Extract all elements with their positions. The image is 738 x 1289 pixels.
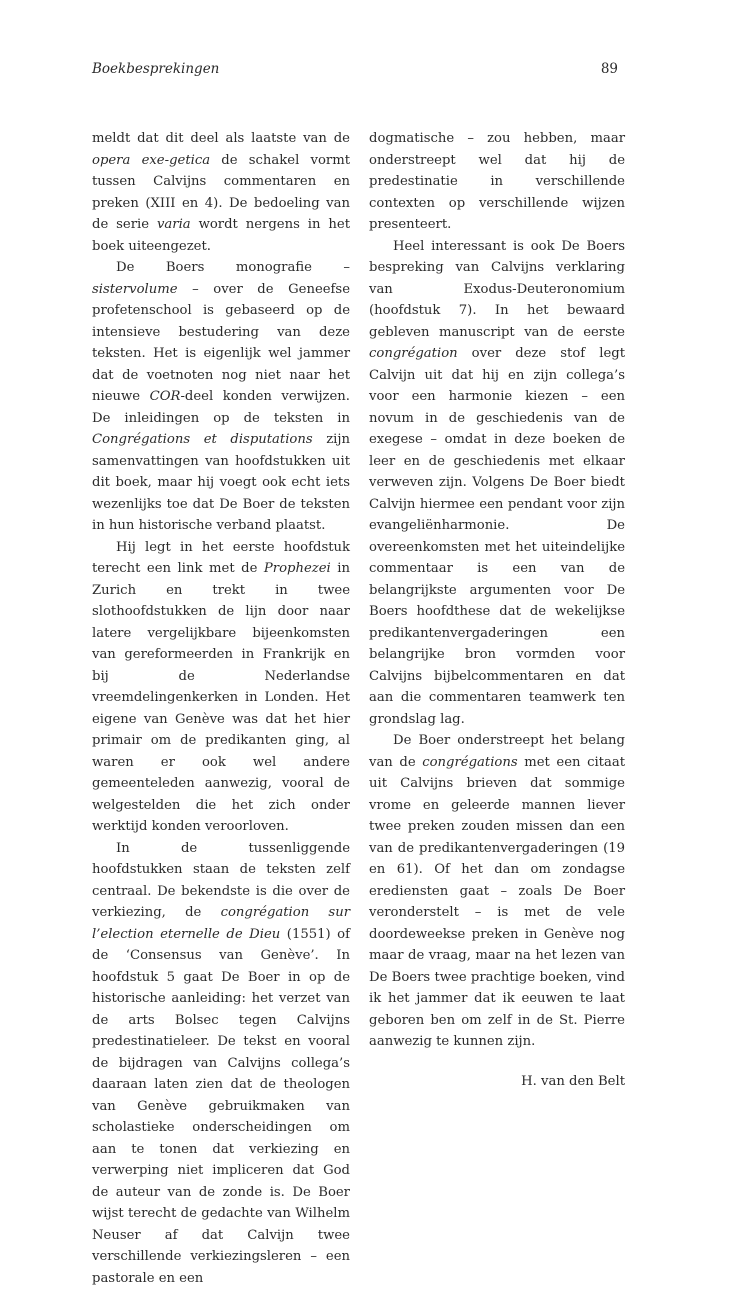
paragraph [369,730,625,1053]
paragraph [369,236,625,731]
text-run: De Boer onderstreept het belang van de [369,733,625,770]
italic-text: congrégation sur l’election eternelle de Dieu [92,905,350,942]
text-run: Heel interessant is ook De Boers bespreking van Calvijns verklaring van Exodus-Deuteronomium (hoofdstuk 7). In het bewaard gebleven manuscript van de eerste [369,239,625,340]
italic-text: Congrégations et disputations [92,432,313,447]
paragraph [92,257,350,537]
text-run: over deze stof legt Calvijn uit dat hij en zijn collega’s voor een harmonie kiezen – een novum in de geschiedenis van de exegese – omdat in deze boeken de leer en de geschiedenis met elkaar verweven zijn. Volgens De Boer biedt Calvijn hiermee een pendant voor zijn evangeliënharmonie. De overeenkomsten met het uiteindelijke commentaar is een van de belangrijkste argumenten voor De Boers hoofdthese dat de wekelijkse predikantenvergaderingen een belangrijke bron vormden voor Calvijns bijbelcommentaren en dat aan die commentaren teamwerk ten grondslag lag. [369,346,625,727]
reviewer-signature: H. van den Belt [369,1071,625,1093]
text-run: wordt nergens in het boek uiteengezet. [92,217,350,254]
italic-text: opera exe-getica [92,153,210,168]
running-title: Boekbesprekingen [92,61,219,77]
italic-text: varia [157,217,191,232]
paragraph [92,128,350,257]
text-run: de schakel vormt tussen Calvijns commentaren en preken (XIII en 4). De bedoeling van de serie [92,153,350,233]
right-column [369,128,625,1092]
italic-text: Prophezei [264,561,331,576]
text-run: – over de Geneefse profetenschool is gebaseerd op de intensieve bestudering van deze teksten. Het is eigenlijk wel jammer dat de voetnoten nog niet naar het nieuwe [92,282,350,405]
running-header [92,61,626,83]
text-run: zijn samenvattingen van hoofdstukken uit dit boek, maar hij voegt ook echt iets wezenlijks toe dat De Boer de teksten in hun historische verband plaatst. [92,432,350,533]
text-run: (1551) of de ‘Consensus van Genève’. In hoofdstuk 5 gaat De Boer in op de historische aanleiding: het verzet van de arts Bolsec tegen Calvijns predestinatieleer. De tekst en vooral de bijdragen van Calvijns collega’s daaraan laten zien dat de theologen van Genève gebruikmaken van scholastieke onderscheidingen om aan te tonen dat verkiezing en verwerping niet impliceren dat God de auteur van de zonde is. De Boer wijst terecht de gedachte van Wilhelm Neuser af dat Calvijn twee verschillende verkiezingsleren – een pastorale en een [92,927,350,1286]
text-run: meldt dat dit deel als laatste van de [92,131,350,146]
italic-text: COR [150,389,181,404]
paragraph [92,838,350,1289]
paragraph [369,128,625,236]
text-run: In de tussenliggende hoofdstukken staan de teksten zelf centraal. De bekendste is die over de verkiezing, de [92,841,350,921]
italic-text: congrégations [422,755,517,770]
text-run: in Zurich en trekt in twee slothoofdstukken de lijn door naar latere vergelijkbare bijeenkomsten van gereformeerden in Frankrijk en bij de Nederlandse vreemdelingenkerken in Londen. Het eigene van Genève was dat het hier primair om de predikanten ging, al waren er ook wel andere gemeenteleden aanwezig, vooral de welgestelden die het zich onder werktijd konden veroorloven. [92,561,350,834]
italic-text: sistervolume [92,282,178,297]
text-run: De Boers monografie – [116,260,350,275]
left-column [92,128,350,1289]
text-run: met een citaat uit Calvijns brieven dat sommige vrome en geleerde mannen liever twee preken zouden missen dan een van de predikantenvergaderingen (19 en 61). Of het dan om zondagse erediensten gaat – zoals De Boer veronderstelt – is met de vele doordeweekse preken in Genève nog maar de vraag, maar na het lezen van De Boers twee prachtige boeken, vind ik het jammer dat ik eeuwen te laat geboren ben om zelf in de St. Pierre aanwezig te kunnen zijn. [369,755,625,1050]
text-run: Hij legt in het eerste hoofdstuk terecht een link met de [92,540,350,577]
page-number: 89 [601,61,618,77]
text-run: dogmatische – zou hebben, maar onderstreept wel dat hij de predestinatie in verschillende contexten op verschillende wijzen presenteert. [369,131,625,232]
italic-text: congrégation [369,346,458,361]
text-run: -deel konden verwijzen. De inleidingen op de teksten in [92,389,350,426]
paragraph [92,537,350,838]
